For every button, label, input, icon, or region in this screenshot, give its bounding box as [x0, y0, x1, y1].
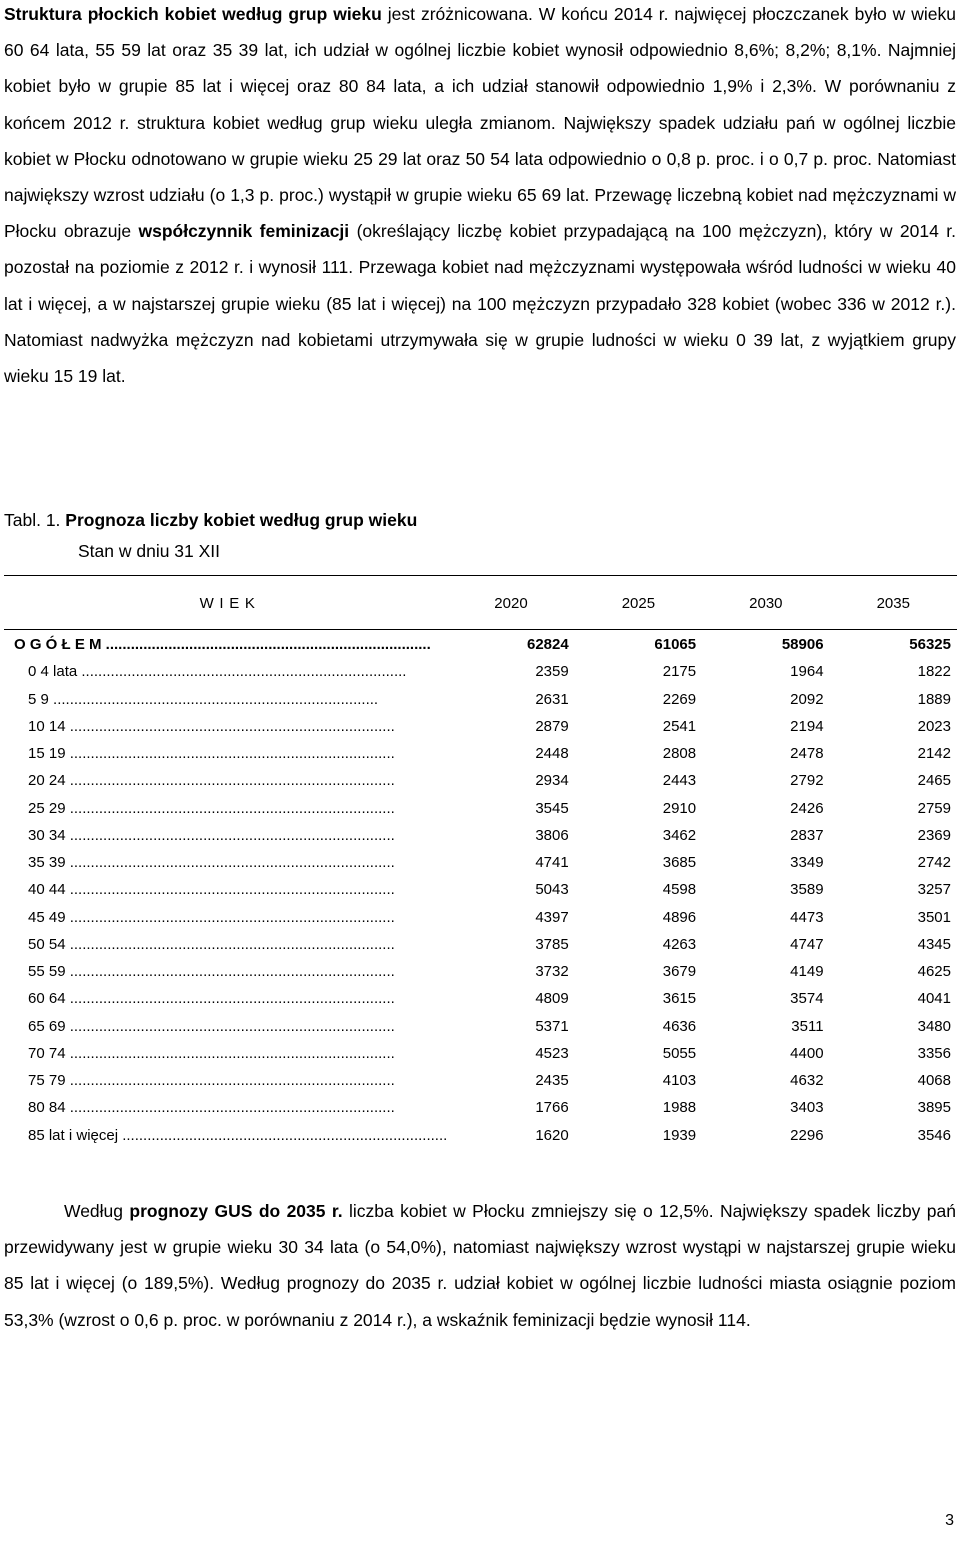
forecast-text-2: liczba kobiet w Płocku zmniejszy się o 12,5%. Największy spadek liczby pań przewidywany jest w grupie wieku 30 34 lata (o 54,0%), natomiast największy wzrost wystąpi w najstarszej grupie wieku 85 lat i więcej (o 189,5%). Według prognozy do 2035 r. udział kobiet w ogólnej liczbie ludności miasta osiągnie poziom 53,3% (wzrost o 0,6 p. proc. w porównaniu z 2014 r.), a wskaźnik feminizacji będzie wynosił 114. — [4, 1201, 956, 1330]
table-row — [4, 876, 957, 903]
table-row — [4, 849, 957, 876]
cell-value: 3615 — [662, 990, 697, 1008]
row-label: 65 69 ..... — [4, 1013, 447, 1040]
row-label: 50 54 ..... — [4, 931, 447, 958]
cell-value: 56325 — [909, 636, 951, 654]
table-row — [4, 931, 957, 958]
header-year: 2025 — [621, 594, 656, 612]
cell-value: 4896 — [662, 908, 697, 926]
row-label: 60 64 ..... — [4, 985, 447, 1012]
table-row — [4, 958, 957, 985]
table-row — [4, 904, 957, 931]
cell-value: 2194 — [790, 717, 824, 735]
table-subtitle: Stan w dniu 31 XII — [78, 541, 221, 561]
intro-paragraph — [4, 0, 956, 394]
cell-value: 2435 — [535, 1072, 569, 1090]
row-label: 75 79 ..... — [4, 1067, 447, 1094]
row-label: 30 34 ..... — [4, 822, 447, 849]
cell-value: 1939 — [662, 1126, 697, 1144]
row-label: 35 39 ..... — [4, 849, 447, 876]
forecast-table — [4, 587, 957, 1149]
cell-value: 1889 — [917, 690, 951, 708]
table-number: Tabl. 1. — [4, 510, 66, 530]
page-number: 3 — [945, 1512, 954, 1529]
cell-value: 3589 — [790, 881, 824, 899]
cell-value: 3480 — [917, 1017, 951, 1035]
cell-value: 4345 — [917, 935, 951, 953]
row-label: 5 9 ..... — [4, 686, 447, 713]
cell-value: 58906 — [781, 636, 824, 654]
row-label: 20 24 ..... — [4, 767, 447, 794]
row-label: 45 49 ..... — [4, 904, 447, 931]
cell-value: 3403 — [790, 1099, 824, 1117]
cell-value: 3462 — [662, 826, 697, 844]
table-row — [4, 985, 957, 1012]
cell-value: 3257 — [917, 881, 951, 899]
cell-value: 2910 — [662, 799, 697, 817]
cell-value: 2269 — [662, 690, 697, 708]
table-row — [4, 822, 957, 849]
cell-value: 3546 — [917, 1126, 951, 1144]
cell-value: 3501 — [917, 908, 951, 926]
cell-value: 2837 — [790, 826, 824, 844]
cell-value: 4747 — [790, 935, 824, 953]
cell-value: 2443 — [662, 772, 697, 790]
intro-bold-lead: Struktura płockich kobiet według grup wieku — [4, 4, 382, 24]
cell-value: 2359 — [535, 663, 569, 681]
cell-value: 4598 — [662, 881, 697, 899]
cell-value: 4397 — [535, 908, 569, 926]
cell-value: 5371 — [535, 1017, 569, 1035]
cell-value: 3785 — [535, 935, 569, 953]
cell-value: 1964 — [790, 663, 824, 681]
table-row — [4, 713, 957, 740]
cell-value: 3511 — [791, 1017, 824, 1035]
cell-value: 3685 — [662, 854, 697, 872]
cell-value: 4636 — [662, 1017, 697, 1035]
cell-value: 4809 — [535, 990, 569, 1008]
table-row — [4, 658, 957, 685]
cell-value: 4068 — [917, 1072, 951, 1090]
cell-value: 3356 — [917, 1044, 951, 1062]
cell-value: 2631 — [535, 690, 569, 708]
table-row — [4, 767, 957, 794]
row-label: 25 29 ..... — [4, 795, 447, 822]
table-row — [4, 1122, 957, 1149]
cell-value: 2448 — [535, 745, 569, 763]
row-label: 15 19 ..... — [4, 740, 447, 767]
cell-value: 2092 — [790, 690, 824, 708]
table-spacer — [4, 619, 957, 631]
intro-text-1: jest zróżnicowana. W końcu 2014 r. najwięcej płoczczanek było w wieku 60 64 lata, 55 59 lat oraz 35 39 lat, ich udział w ogólnej liczbie kobiet wynosił odpowiednio 8,6%; 8,2%; 8,1%. Najmniej kobiet było w grupie 85 lat i więcej oraz 80 84 lata, a ich udział stanowił odpowiednio 1,9% i 2,3%. W porównaniu z końcem 2012 r. struktura kobiet według grup wieku uległa zmianom. Największy spadek udziału pań w ogólnej liczbie kobiet w Płocku odnotowano w grupie wieku 25 29 lat oraz 50 54 lata odpowiednio o 0,8 p. proc. i o 0,7 p. proc. Natomiast największy wzrost udziału (o 1,3 p. proc.) wystąpił w grupie wieku 65 69 lat. Przewagę liczebną kobiet nad mężczyznami w Płocku obrazuje — [4, 4, 956, 242]
cell-value: 62824 — [526, 636, 569, 654]
cell-value: 3806 — [535, 826, 569, 844]
cell-value: 5043 — [535, 881, 569, 899]
cell-value: 4400 — [790, 1044, 824, 1062]
header-year: 2030 — [749, 594, 783, 612]
cell-value: 4473 — [790, 908, 824, 926]
row-label: 85 lat i więcej ..... — [4, 1122, 447, 1149]
forecast-bold: prognozy GUS do 2035 r. — [129, 1201, 343, 1221]
table-title: Prognoza liczby kobiet według grup wieku — [65, 510, 418, 530]
cell-value: 4041 — [917, 990, 951, 1008]
cell-value: 2808 — [662, 745, 697, 763]
table-row — [4, 1094, 957, 1121]
row-label: 55 59 ..... — [4, 958, 447, 985]
cell-value: 5055 — [662, 1044, 697, 1062]
table-header-row — [4, 587, 957, 619]
cell-value: 1766 — [535, 1099, 569, 1117]
intro-text-2: (określający liczbę kobiet przypadającą na 100 mężczyzn), który w 2014 r. pozostał na poziomie z 2012 r. i wynosił 111. Przewaga kobiet nad mężczyznami występowała wśród ludności w wieku 40 lat i więcej, a w najstarszej grupie wieku (85 lat i więcej) na 100 mężczyzn przypadało 328 kobiet (wobec 336 w 2012 r.). Natomiast nadwyżka mężczyzn nad kobietami utrzymywała się w grupie ludności w wieku 0 39 lat, z wyjątkiem grupy wieku 15 19 lat. — [4, 221, 956, 387]
row-label: 80 84 ..... — [4, 1094, 447, 1121]
cell-value: 2478 — [790, 745, 824, 763]
cell-value: 1822 — [917, 663, 951, 681]
cell-value: 1620 — [535, 1126, 569, 1144]
cell-value: 4523 — [535, 1044, 569, 1062]
row-label: 10 14 ..... — [4, 713, 447, 740]
cell-value: 3545 — [535, 799, 569, 817]
cell-value: 2023 — [917, 717, 951, 735]
table-row-total — [4, 631, 957, 658]
cell-value: 1988 — [662, 1099, 697, 1117]
cell-value: 2934 — [535, 772, 569, 790]
table-row — [4, 740, 957, 767]
forecast-paragraph — [4, 1193, 956, 1338]
cell-value: 2879 — [535, 717, 569, 735]
cell-value: 2296 — [790, 1126, 824, 1144]
cell-value: 4263 — [662, 935, 697, 953]
cell-value: 2369 — [917, 826, 951, 844]
forecast-text-1: Według — [64, 1201, 130, 1221]
cell-value: 2759 — [917, 799, 951, 817]
cell-value: 61065 — [654, 636, 697, 654]
cell-value: 2541 — [662, 717, 697, 735]
table-row — [4, 1013, 957, 1040]
cell-value: 3679 — [662, 963, 697, 981]
table-row — [4, 1040, 957, 1067]
cell-value: 4741 — [535, 854, 569, 872]
row-label: 70 74 ..... — [4, 1040, 447, 1067]
row-label: 0 4 lata ..... — [4, 658, 447, 685]
cell-value: 4632 — [790, 1072, 824, 1090]
cell-value: 4149 — [790, 963, 824, 981]
feminization-term: współczynnik feminizacji — [138, 221, 350, 242]
header-year: 2035 — [876, 594, 910, 612]
cell-value: 4103 — [662, 1072, 697, 1090]
header-age: W I E K — [199, 594, 256, 612]
cell-value: 2792 — [790, 772, 824, 790]
table-row — [4, 1067, 957, 1094]
cell-value: 3349 — [790, 854, 824, 872]
cell-value: 3895 — [917, 1099, 951, 1117]
table-top-rule — [4, 575, 957, 576]
row-label: 40 44 ..... — [4, 876, 447, 903]
header-year: 2020 — [494, 594, 528, 612]
table-row — [4, 686, 957, 713]
cell-value: 4625 — [917, 963, 951, 981]
cell-value: 2426 — [790, 799, 824, 817]
cell-value: 3732 — [535, 963, 569, 981]
cell-value: 2175 — [662, 663, 697, 681]
cell-value: 3574 — [790, 990, 824, 1008]
row-label: O G Ó Ł E M ..... — [4, 631, 447, 658]
cell-value: 2465 — [917, 772, 951, 790]
table-caption — [4, 505, 417, 535]
table-row — [4, 795, 957, 822]
cell-value: 2742 — [917, 854, 951, 872]
cell-value: 2142 — [917, 745, 951, 763]
